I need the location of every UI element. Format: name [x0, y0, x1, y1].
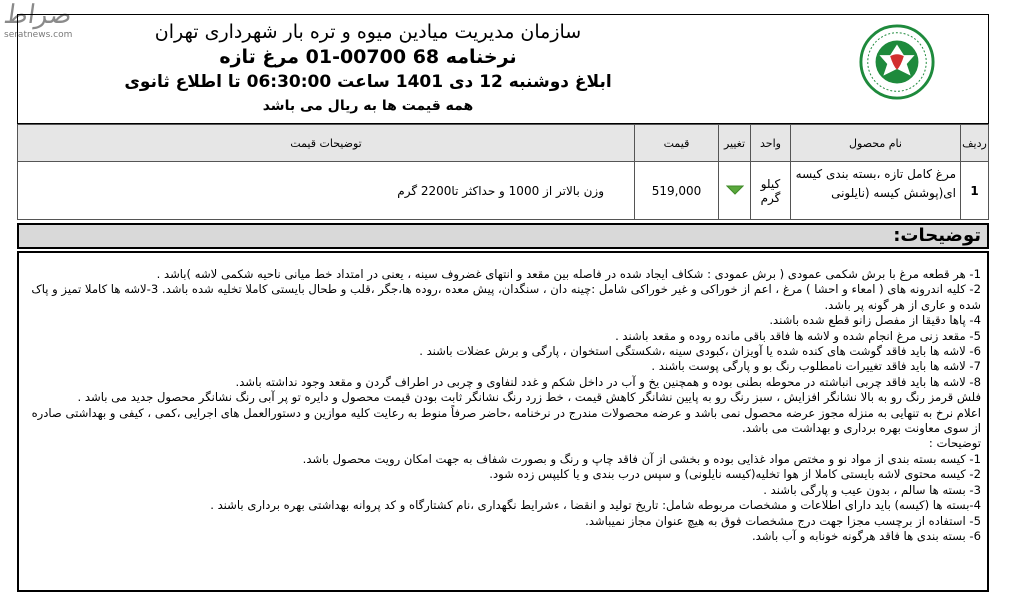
row-change — [719, 162, 751, 220]
note-line: 6- لاشه ها باید فاقد گوشت های کنده شده یا آویزان ،کبودی سینه ،شکستگی استخوان ، پارگی و برش عضلات باشند . — [419, 344, 981, 359]
note-line: 6- بسته بندی ها فاقد هرگونه خونابه و آب باشد. — [751, 528, 981, 543]
header-price: قیمت — [635, 125, 719, 162]
price-table — [17, 124, 989, 220]
note-line: 4- پاها دقیقا از مفصل زانو قطع شده باشند. — [769, 313, 981, 328]
note-line: توضیحات : — [928, 436, 981, 451]
note-line: 1- کیسه بسته بندی از مواد نو و مختص مواد غذایی بوده و بخشی از آن فاقد چاپ و رنگ و بصورت شفاف به جهت امکان رویت محصول باشد. — [302, 451, 981, 466]
row-index: 1 — [961, 162, 989, 220]
header-change: تغییر — [719, 125, 751, 162]
row-description: وزن بالاتر از 1000 و حداکثر تا2200 گرم — [18, 162, 635, 220]
note-line: 4-بسته ها (کیسه) باید دارای اطلاعات و مشخصات مربوطه شامل: تاریخ تولید و انقضا ، ءشرایط نگهداری ،نام کشتارگاه و کد پروانه بهداشتی بهره برداری باشند . — [210, 498, 981, 513]
note-line: 1- هر قطعه مرغ با برش شکمی عمودی ( برش عمودی : شکاف ایجاد شده در فاصله بین مقعد و انتهای غضروف سینه ، یعنی در امتداد خط میانی ناحیه شکمی لاشه )باشد . — [156, 267, 981, 281]
product-name-text: مرغ کامل تازه ،بسته بندی کیسه ای(پوشش کیسه (نایلونی — [795, 166, 956, 200]
arrow-down-icon — [726, 185, 744, 195]
notice-line: ابلاغ دوشنبه 12 دی 1401 ساعت 06:30:00 تا اطلاع ثانوی — [124, 72, 612, 92]
header-description: توضیحات قیمت — [18, 125, 635, 162]
tariff-title: نرخنامه 68 00700-01 مرغ تازه — [219, 46, 517, 68]
table-row — [18, 162, 989, 220]
note-line: اعلام نرخ به تنهایی به منزله مجوز عرضه محصول نمی باشد و عرضه محصولات مندرج در نرخنامه ،حاضر صرفاً منوط به رعایت کلیه موازین و دستورالعمل های اجرایی ،کمی ، کیفی و بهداشتی صادره از سوی معاونت بهره برداری و بهداشت می باشد. — [31, 405, 981, 436]
note-line: 5- استفاده از برچسب مجزا جهت درج مشخصات فوق به هیچ عنوان مجاز نمیباشد. — [585, 513, 981, 528]
note-line: 2- کیسه محتوی لاشه بایستی کاملا از هوا تخلیه(کیسه نایلونی) و سپس درب بندی و یا کلیپس زده شود. — [489, 467, 981, 482]
row-unit: کیلو گرم — [751, 162, 791, 220]
note-line: فلش قرمز رنگ رو به بالا نشانگر افزایش ، سبز رنگ رو به پایین نشانگر کاهش قیمت ، خط زرد رنگ نشانگر ثابت بودن قیمت محصول و دایره تو پر آبی رنگ نشانگر محصول جدید می باشد . — [77, 390, 981, 405]
document-header — [17, 14, 989, 124]
watermark-site: seratnews.com — [4, 30, 73, 40]
header-index: ردیف — [961, 125, 989, 162]
tehran-municipality-seal-icon — [858, 23, 936, 101]
organization-name: سازمان مدیریت میادین میوه و تره بار شهرداری تهران — [154, 21, 582, 43]
header-text — [68, 19, 668, 117]
notes-box — [17, 251, 989, 592]
currency-note: همه قیمت ها به ریال می باشد — [262, 98, 474, 114]
header-unit: واحد — [751, 125, 791, 162]
notes-title: توضیحات: — [17, 223, 989, 249]
header-name: نام محصول — [791, 125, 961, 162]
row-price: 519,000 — [635, 162, 719, 220]
note-line: 8- لاشه ها باید فاقد چربی انباشته در محوطه بطنی بوده و همچنین یخ و آب در داخل شکم و غدد لنفاوی و چربی در اطراف گردن و مقعد وجود نداشته باشد. — [235, 374, 981, 389]
note-line: 5- مقعد زنی مرغ انجام شده و لاشه ها فاقد باقی مانده روده و مقعد باشند . — [615, 328, 981, 343]
watermark-logo: صراط — [1, 0, 74, 30]
note-line: 3- بسته ها سالم ، بدون عیب و پارگی باشند . — [763, 482, 981, 497]
table-header-row — [18, 125, 989, 162]
row-product-name — [791, 162, 961, 220]
note-line: 7- لاشه ها باید فاقد تغییرات نامطلوب رنگ بو و پارگی پوست باشند . — [651, 359, 981, 374]
note-line: 2- کلیه اندرونه های ( امعاء و احشا ) مرغ ، اعم از خوراکی و غیر خوراکی شامل :چینه دان ، سنگدان، پیش معده ،روده ها،جگر ،قلب و طحال بایستی کاملا تخلیه شده باشد. 3-لاشه ها کاملا تمیز و پاک شده و عاری از هر گونه پر باشد. — [31, 282, 981, 312]
